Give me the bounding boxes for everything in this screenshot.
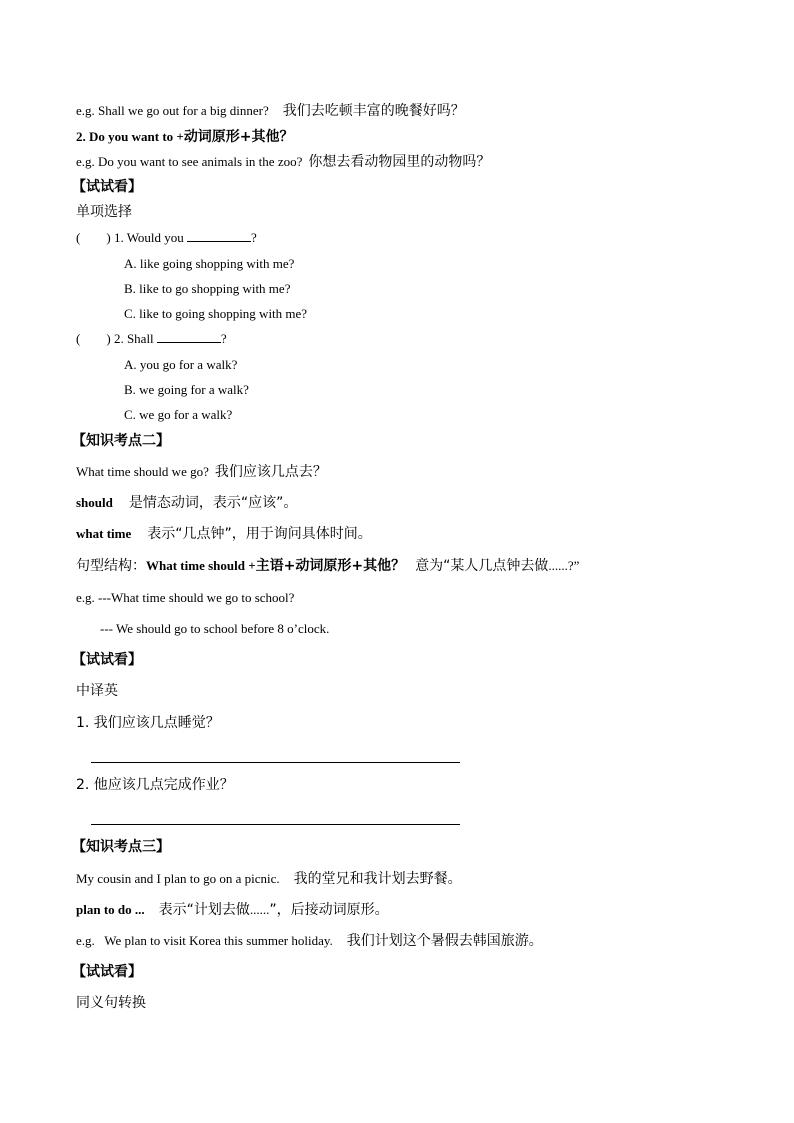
- kp3-line-1: [76, 870, 462, 889]
- kp3-plan-term: plan to do ...: [76, 902, 145, 917]
- q1-option-a: A. like going shopping with me?: [124, 256, 295, 271]
- example-shall-en: e.g. Shall we go out for a big dinner?: [76, 103, 269, 118]
- kp3-line-1-en: My cousin and I plan to go on a picnic.: [76, 871, 280, 886]
- kp2-should-term: should: [76, 495, 113, 510]
- kp2-example-answer: --- We should go to school before 8 o’clock.: [100, 621, 330, 636]
- kp2-line-2: [76, 494, 297, 513]
- q2-end: ?: [220, 331, 227, 346]
- kp2-line-1-en: What time should we go?: [76, 464, 209, 479]
- point-do-you-want-to-cn: 动词原形+其他？: [183, 129, 294, 145]
- kp3-example-cn: 我们计划这个暑假去韩国旅游。: [346, 933, 543, 949]
- kp2-line-3: [76, 525, 372, 544]
- kp3-plan-desc-end: ”，后接动词原形。: [269, 902, 389, 918]
- try3-subtitle: 同义句转换: [76, 995, 146, 1011]
- try1-subtitle: 单项选择: [76, 204, 132, 220]
- example-shall-line: [76, 102, 465, 121]
- q1-blank[interactable]: [187, 229, 251, 242]
- translate-question-2: 2. 他应该几点完成作业？: [76, 777, 234, 793]
- kp2-structure-meaning-end: ......?”: [548, 558, 580, 573]
- kp2-structure-label: 句型结构：: [76, 558, 146, 574]
- q1-end: ?: [251, 230, 257, 245]
- try-header-2: 【试试看】: [72, 652, 142, 668]
- q2-paren-open: (: [76, 331, 81, 346]
- kp2-example-question: e.g. ---What time should we go to school?: [76, 590, 295, 605]
- try-header-3: 【试试看】: [72, 964, 142, 980]
- kp2-structure-en: What time should +: [146, 558, 256, 573]
- kp3-line-2: [76, 901, 389, 920]
- example-zoo-line: [76, 153, 490, 172]
- example-zoo-cn: 你想去看动物园里的动物吗？: [308, 154, 491, 170]
- kp2-structure-cn: 主语+动词原形+其他？: [255, 558, 406, 574]
- kp2-what-time-term: what time: [76, 526, 132, 541]
- kp3-plan-desc: 表示“计划去做: [158, 902, 250, 918]
- q2-option-b: B. we going for a walk?: [124, 382, 249, 397]
- kp2-line-1-cn: 我们应该几点去？: [214, 464, 327, 480]
- q2-paren-close: ): [106, 331, 111, 346]
- translate-answer-line-1[interactable]: [91, 762, 460, 763]
- kp2-structure-meaning: 意为“某人几点钟去做: [415, 558, 549, 574]
- kp3-plan-ellipsis: ......: [249, 902, 270, 917]
- try-header-1: 【试试看】: [72, 179, 142, 195]
- example-shall-cn: 我们去吃顿丰富的晚餐好吗？: [282, 103, 465, 119]
- kp2-structure-line: [76, 557, 579, 576]
- q1-paren-open: (: [76, 230, 81, 245]
- q2-text: 2. Shall: [113, 331, 154, 346]
- question-2: [76, 330, 227, 348]
- q1-option-b: B. like to go shopping with me?: [124, 281, 291, 296]
- kp2-should-desc: 是情态动词，表示“应该”。: [128, 495, 298, 511]
- example-zoo-en: e.g. Do you want to see animals in the zoo?: [76, 154, 303, 169]
- translate-answer-line-2[interactable]: [91, 824, 460, 825]
- kp3-example-line: [76, 932, 543, 951]
- point-do-you-want-to: [76, 128, 294, 147]
- question-1: [76, 229, 257, 247]
- q1-paren-close: ): [106, 230, 111, 245]
- point-do-you-want-to-en: 2. Do you want to +: [76, 129, 184, 144]
- q1-text: 1. Would you: [113, 230, 184, 245]
- translate-question-1: 1. 我们应该几点睡觉？: [76, 715, 220, 731]
- q2-blank[interactable]: [157, 330, 221, 343]
- kp2-what-time-desc: 表示“几点钟”，用于询问具体时间。: [147, 526, 372, 542]
- q1-option-c: C. like to going shopping with me?: [124, 306, 308, 321]
- kp2-line-1: [76, 463, 327, 482]
- q2-option-c: C. we go for a walk?: [124, 407, 233, 422]
- q2-option-a: A. you go for a walk?: [124, 357, 238, 372]
- knowledge-point-3-header: 【知识考点三】: [72, 839, 170, 855]
- try2-subtitle: 中译英: [76, 683, 118, 699]
- kp3-example-en: e.g. We plan to visit Korea this summer holiday.: [76, 933, 333, 948]
- knowledge-point-2-header: 【知识考点二】: [72, 433, 170, 449]
- kp3-line-1-cn: 我的堂兄和我计划去野餐。: [293, 871, 462, 887]
